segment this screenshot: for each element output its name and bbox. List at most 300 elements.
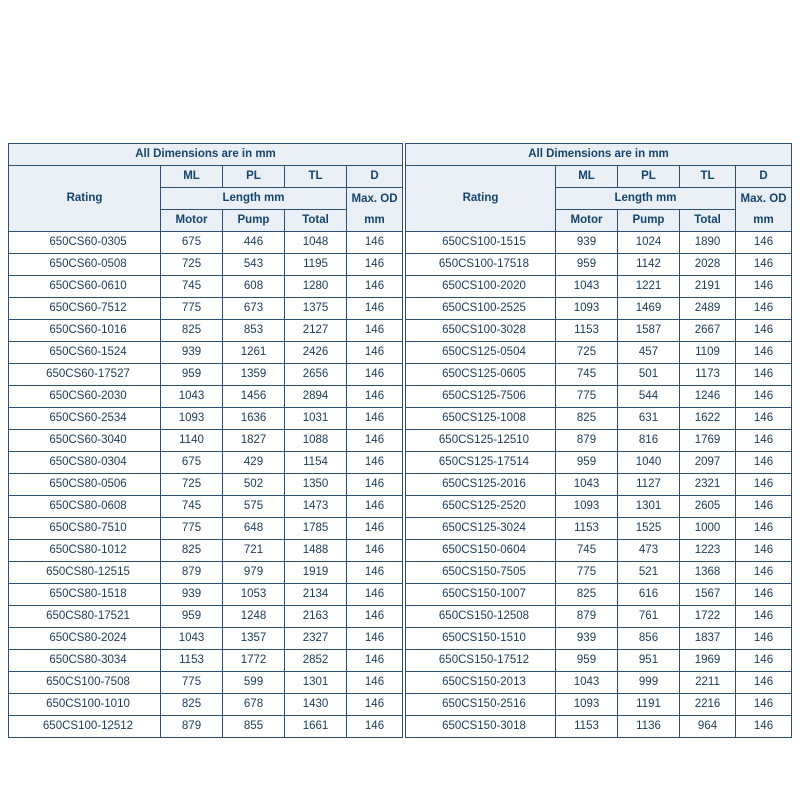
cell-rating: 650CS125-0605 xyxy=(406,364,556,386)
column-header-pl: PL xyxy=(618,166,680,188)
cell-motor: 775 xyxy=(161,672,223,694)
cell-pump: 501 xyxy=(618,364,680,386)
table-row xyxy=(406,364,792,386)
cell-pump: 816 xyxy=(618,430,680,452)
cell-maxod: 146 xyxy=(347,694,403,716)
cell-motor: 939 xyxy=(161,584,223,606)
cell-total: 1246 xyxy=(680,386,736,408)
maxod-line2: mm xyxy=(753,213,774,226)
cell-maxod: 146 xyxy=(736,540,792,562)
table-row xyxy=(406,628,792,650)
cell-pump: 1053 xyxy=(223,584,285,606)
table-row xyxy=(9,562,403,584)
cell-motor: 825 xyxy=(556,584,618,606)
cell-maxod: 146 xyxy=(347,628,403,650)
cell-rating: 650CS150-2013 xyxy=(406,672,556,694)
table-row xyxy=(9,276,403,298)
cell-rating: 650CS100-2020 xyxy=(406,276,556,298)
cell-pump: 544 xyxy=(618,386,680,408)
cell-pump: 616 xyxy=(618,584,680,606)
cell-rating: 650CS60-7512 xyxy=(9,298,161,320)
cell-motor: 959 xyxy=(556,452,618,474)
cell-total: 1195 xyxy=(285,254,347,276)
cell-motor: 1153 xyxy=(161,650,223,672)
cell-maxod: 146 xyxy=(736,584,792,606)
table-row xyxy=(406,474,792,496)
cell-motor: 879 xyxy=(161,562,223,584)
cell-pump: 761 xyxy=(618,606,680,628)
cell-maxod: 146 xyxy=(347,474,403,496)
table-row xyxy=(9,408,403,430)
cell-motor: 1093 xyxy=(556,496,618,518)
cell-pump: 1469 xyxy=(618,298,680,320)
cell-rating: 650CS80-0506 xyxy=(9,474,161,496)
cell-total: 1473 xyxy=(285,496,347,518)
table-row xyxy=(406,672,792,694)
cell-pump: 1221 xyxy=(618,276,680,298)
cell-motor: 745 xyxy=(161,496,223,518)
cell-total: 964 xyxy=(680,716,736,738)
cell-motor: 1043 xyxy=(556,672,618,694)
cell-rating: 650CS100-17518 xyxy=(406,254,556,276)
cell-rating: 650CS125-2016 xyxy=(406,474,556,496)
cell-rating: 650CS80-17521 xyxy=(9,606,161,628)
cell-rating: 650CS100-3028 xyxy=(406,320,556,342)
cell-motor: 1153 xyxy=(556,518,618,540)
cell-total: 1368 xyxy=(680,562,736,584)
cell-rating: 650CS80-0608 xyxy=(9,496,161,518)
cell-rating: 650CS60-1016 xyxy=(9,320,161,342)
cell-rating: 650CS125-17514 xyxy=(406,452,556,474)
cell-maxod: 146 xyxy=(736,496,792,518)
cell-motor: 825 xyxy=(161,320,223,342)
cell-pump: 979 xyxy=(223,562,285,584)
column-header-motor: Motor xyxy=(161,210,223,232)
cell-rating: 650CS60-2030 xyxy=(9,386,161,408)
column-header-maxod xyxy=(736,188,792,232)
cell-rating: 650CS125-12510 xyxy=(406,430,556,452)
cell-motor: 675 xyxy=(161,232,223,254)
cell-maxod: 146 xyxy=(736,276,792,298)
dimensions-table-right xyxy=(405,143,792,738)
cell-rating: 650CS60-2534 xyxy=(9,408,161,430)
column-header-d: D xyxy=(347,166,403,188)
cell-rating: 650CS150-2516 xyxy=(406,694,556,716)
cell-pump: 608 xyxy=(223,276,285,298)
table-header-title-row xyxy=(9,144,403,166)
cell-pump: 1357 xyxy=(223,628,285,650)
cell-motor: 675 xyxy=(161,452,223,474)
cell-total: 1154 xyxy=(285,452,347,474)
table-row xyxy=(406,298,792,320)
cell-total: 2134 xyxy=(285,584,347,606)
table-row xyxy=(9,694,403,716)
cell-motor: 959 xyxy=(161,606,223,628)
cell-maxod: 146 xyxy=(736,254,792,276)
cell-total: 1722 xyxy=(680,606,736,628)
table-row xyxy=(9,386,403,408)
cell-total: 1301 xyxy=(285,672,347,694)
cell-maxod: 146 xyxy=(736,408,792,430)
cell-rating: 650CS100-7508 xyxy=(9,672,161,694)
cell-total: 1223 xyxy=(680,540,736,562)
cell-maxod: 146 xyxy=(347,452,403,474)
column-header-motor: Motor xyxy=(556,210,618,232)
cell-total: 1031 xyxy=(285,408,347,430)
cell-maxod: 146 xyxy=(347,408,403,430)
table-title-right: All Dimensions are in mm xyxy=(406,144,792,166)
cell-motor: 775 xyxy=(556,386,618,408)
table-body-left xyxy=(9,232,403,738)
cell-total: 2894 xyxy=(285,386,347,408)
cell-total: 2656 xyxy=(285,364,347,386)
column-header-rating: Rating xyxy=(406,166,556,232)
table-header-title-row xyxy=(406,144,792,166)
cell-rating: 650CS150-1007 xyxy=(406,584,556,606)
cell-motor: 745 xyxy=(161,276,223,298)
cell-total: 1890 xyxy=(680,232,736,254)
cell-rating: 650CS100-1515 xyxy=(406,232,556,254)
cell-maxod: 146 xyxy=(347,342,403,364)
cell-total: 1375 xyxy=(285,298,347,320)
cell-motor: 1043 xyxy=(161,386,223,408)
cell-maxod: 146 xyxy=(736,716,792,738)
cell-total: 1837 xyxy=(680,628,736,650)
cell-rating: 650CS80-3034 xyxy=(9,650,161,672)
column-header-ml: ML xyxy=(556,166,618,188)
cell-pump: 1040 xyxy=(618,452,680,474)
cell-total: 1969 xyxy=(680,650,736,672)
cell-maxod: 146 xyxy=(736,452,792,474)
cell-total: 1088 xyxy=(285,430,347,452)
table-row xyxy=(406,584,792,606)
cell-rating: 650CS60-0305 xyxy=(9,232,161,254)
cell-rating: 650CS125-1008 xyxy=(406,408,556,430)
cell-total: 2852 xyxy=(285,650,347,672)
cell-maxod: 146 xyxy=(736,386,792,408)
cell-rating: 650CS60-0610 xyxy=(9,276,161,298)
table-row xyxy=(406,452,792,474)
table-row xyxy=(406,276,792,298)
cell-motor: 959 xyxy=(161,364,223,386)
cell-rating: 650CS150-1510 xyxy=(406,628,556,650)
cell-pump: 429 xyxy=(223,452,285,474)
cell-maxod: 146 xyxy=(347,430,403,452)
cell-maxod: 146 xyxy=(347,518,403,540)
cell-pump: 631 xyxy=(618,408,680,430)
cell-rating: 650CS80-12515 xyxy=(9,562,161,584)
cell-total: 2127 xyxy=(285,320,347,342)
cell-pump: 1525 xyxy=(618,518,680,540)
column-header-pump: Pump xyxy=(223,210,285,232)
cell-maxod: 146 xyxy=(347,386,403,408)
cell-total: 1350 xyxy=(285,474,347,496)
column-header-rating: Rating xyxy=(9,166,161,232)
cell-rating: 650CS150-7505 xyxy=(406,562,556,584)
cell-rating: 650CS150-12508 xyxy=(406,606,556,628)
cell-total: 1109 xyxy=(680,342,736,364)
cell-motor: 959 xyxy=(556,650,618,672)
table-row xyxy=(9,540,403,562)
table-row xyxy=(9,606,403,628)
cell-pump: 1772 xyxy=(223,650,285,672)
dimension-tables-container xyxy=(8,143,792,738)
table-header-row-1 xyxy=(9,166,403,188)
cell-motor: 725 xyxy=(161,474,223,496)
cell-total: 2327 xyxy=(285,628,347,650)
cell-total: 1919 xyxy=(285,562,347,584)
cell-pump: 855 xyxy=(223,716,285,738)
cell-motor: 1093 xyxy=(556,298,618,320)
cell-pump: 599 xyxy=(223,672,285,694)
cell-maxod: 146 xyxy=(736,232,792,254)
cell-motor: 1153 xyxy=(556,320,618,342)
cell-total: 2605 xyxy=(680,496,736,518)
cell-maxod: 146 xyxy=(736,430,792,452)
table-header-row-1 xyxy=(406,166,792,188)
cell-pump: 1359 xyxy=(223,364,285,386)
column-header-pl: PL xyxy=(223,166,285,188)
cell-maxod: 146 xyxy=(736,672,792,694)
cell-pump: 1261 xyxy=(223,342,285,364)
cell-total: 1785 xyxy=(285,518,347,540)
cell-rating: 650CS125-0504 xyxy=(406,342,556,364)
cell-total: 2426 xyxy=(285,342,347,364)
cell-motor: 959 xyxy=(556,254,618,276)
column-header-ml: ML xyxy=(161,166,223,188)
cell-motor: 939 xyxy=(161,342,223,364)
cell-total: 2489 xyxy=(680,298,736,320)
table-row xyxy=(406,496,792,518)
cell-maxod: 146 xyxy=(347,320,403,342)
cell-motor: 775 xyxy=(161,298,223,320)
cell-maxod: 146 xyxy=(736,364,792,386)
table-row xyxy=(9,452,403,474)
cell-maxod: 146 xyxy=(347,364,403,386)
cell-rating: 650CS80-1012 xyxy=(9,540,161,562)
cell-total: 2216 xyxy=(680,694,736,716)
table-row xyxy=(9,628,403,650)
table-row xyxy=(406,342,792,364)
cell-motor: 879 xyxy=(556,430,618,452)
maxod-line1: Max. OD xyxy=(351,192,398,205)
table-row xyxy=(406,430,792,452)
cell-pump: 457 xyxy=(618,342,680,364)
cell-motor: 1093 xyxy=(556,694,618,716)
cell-rating: 650CS80-1518 xyxy=(9,584,161,606)
cell-pump: 1456 xyxy=(223,386,285,408)
cell-motor: 1043 xyxy=(556,474,618,496)
cell-maxod: 146 xyxy=(736,650,792,672)
maxod-line2: mm xyxy=(364,213,385,226)
cell-rating: 650CS80-2024 xyxy=(9,628,161,650)
table-title-left: All Dimensions are in mm xyxy=(9,144,403,166)
cell-maxod: 146 xyxy=(347,606,403,628)
cell-total: 2097 xyxy=(680,452,736,474)
cell-rating: 650CS100-12512 xyxy=(9,716,161,738)
cell-rating: 650CS60-17527 xyxy=(9,364,161,386)
cell-maxod: 146 xyxy=(736,474,792,496)
cell-motor: 725 xyxy=(161,254,223,276)
cell-maxod: 146 xyxy=(736,628,792,650)
cell-total: 2667 xyxy=(680,320,736,342)
cell-total: 2163 xyxy=(285,606,347,628)
cell-motor: 879 xyxy=(161,716,223,738)
cell-total: 1173 xyxy=(680,364,736,386)
table-row xyxy=(9,518,403,540)
cell-maxod: 146 xyxy=(736,518,792,540)
cell-total: 1048 xyxy=(285,232,347,254)
cell-pump: 521 xyxy=(618,562,680,584)
cell-rating: 650CS80-0304 xyxy=(9,452,161,474)
cell-maxod: 146 xyxy=(347,584,403,606)
cell-motor: 1093 xyxy=(161,408,223,430)
cell-maxod: 146 xyxy=(347,276,403,298)
table-row xyxy=(406,716,792,738)
cell-rating: 650CS100-1010 xyxy=(9,694,161,716)
cell-pump: 678 xyxy=(223,694,285,716)
cell-maxod: 146 xyxy=(736,694,792,716)
cell-pump: 1301 xyxy=(618,496,680,518)
cell-maxod: 146 xyxy=(347,716,403,738)
cell-motor: 1043 xyxy=(556,276,618,298)
table-row xyxy=(406,694,792,716)
cell-maxod: 146 xyxy=(347,562,403,584)
cell-rating: 650CS125-2520 xyxy=(406,496,556,518)
cell-motor: 1140 xyxy=(161,430,223,452)
table-row xyxy=(406,518,792,540)
table-row xyxy=(9,496,403,518)
column-header-length-group: Length mm xyxy=(556,188,736,210)
cell-total: 1622 xyxy=(680,408,736,430)
cell-rating: 650CS60-0508 xyxy=(9,254,161,276)
cell-pump: 473 xyxy=(618,540,680,562)
cell-motor: 825 xyxy=(556,408,618,430)
cell-rating: 650CS80-7510 xyxy=(9,518,161,540)
cell-motor: 775 xyxy=(161,518,223,540)
cell-total: 2028 xyxy=(680,254,736,276)
table-row xyxy=(406,606,792,628)
cell-pump: 721 xyxy=(223,540,285,562)
cell-rating: 650CS150-17512 xyxy=(406,650,556,672)
cell-rating: 650CS60-1524 xyxy=(9,342,161,364)
cell-total: 1430 xyxy=(285,694,347,716)
cell-pump: 1142 xyxy=(618,254,680,276)
cell-motor: 879 xyxy=(556,606,618,628)
table-row xyxy=(9,474,403,496)
cell-pump: 1127 xyxy=(618,474,680,496)
cell-pump: 502 xyxy=(223,474,285,496)
table-row xyxy=(9,320,403,342)
table-row xyxy=(9,364,403,386)
maxod-line1: Max. OD xyxy=(740,192,787,205)
table-row xyxy=(9,584,403,606)
table-row xyxy=(9,672,403,694)
cell-rating: 650CS125-7506 xyxy=(406,386,556,408)
cell-maxod: 146 xyxy=(347,650,403,672)
cell-pump: 951 xyxy=(618,650,680,672)
cell-total: 2191 xyxy=(680,276,736,298)
cell-motor: 745 xyxy=(556,540,618,562)
cell-maxod: 146 xyxy=(347,540,403,562)
cell-motor: 939 xyxy=(556,232,618,254)
table-row xyxy=(406,254,792,276)
column-header-tl: TL xyxy=(680,166,736,188)
cell-pump: 648 xyxy=(223,518,285,540)
cell-maxod: 146 xyxy=(347,496,403,518)
table-row xyxy=(406,386,792,408)
table-row xyxy=(9,342,403,364)
table-row xyxy=(406,540,792,562)
cell-pump: 1191 xyxy=(618,694,680,716)
table-row xyxy=(9,254,403,276)
table-row xyxy=(9,232,403,254)
cell-maxod: 146 xyxy=(347,298,403,320)
cell-maxod: 146 xyxy=(736,320,792,342)
cell-motor: 825 xyxy=(161,694,223,716)
column-header-maxod xyxy=(347,188,403,232)
cell-pump: 1827 xyxy=(223,430,285,452)
cell-total: 1661 xyxy=(285,716,347,738)
column-header-total: Total xyxy=(680,210,736,232)
table-row xyxy=(406,320,792,342)
cell-pump: 856 xyxy=(618,628,680,650)
table-head-right xyxy=(406,144,792,232)
cell-maxod: 146 xyxy=(347,672,403,694)
cell-motor: 745 xyxy=(556,364,618,386)
cell-pump: 1136 xyxy=(618,716,680,738)
cell-total: 1280 xyxy=(285,276,347,298)
table-row xyxy=(9,716,403,738)
cell-pump: 1587 xyxy=(618,320,680,342)
column-header-total: Total xyxy=(285,210,347,232)
cell-total: 2321 xyxy=(680,474,736,496)
cell-pump: 999 xyxy=(618,672,680,694)
cell-pump: 575 xyxy=(223,496,285,518)
cell-maxod: 146 xyxy=(347,254,403,276)
cell-maxod: 146 xyxy=(736,342,792,364)
table-head-left xyxy=(9,144,403,232)
cell-pump: 1248 xyxy=(223,606,285,628)
cell-maxod: 146 xyxy=(736,298,792,320)
column-header-d: D xyxy=(736,166,792,188)
column-header-tl: TL xyxy=(285,166,347,188)
cell-rating: 650CS100-2525 xyxy=(406,298,556,320)
table-row xyxy=(406,408,792,430)
table-body-right xyxy=(406,232,792,738)
table-row xyxy=(9,430,403,452)
cell-rating: 650CS60-3040 xyxy=(9,430,161,452)
dimensions-table-left xyxy=(8,143,403,738)
cell-maxod: 146 xyxy=(736,562,792,584)
cell-pump: 543 xyxy=(223,254,285,276)
cell-motor: 775 xyxy=(556,562,618,584)
table-row xyxy=(406,650,792,672)
cell-motor: 1153 xyxy=(556,716,618,738)
table-row xyxy=(9,298,403,320)
cell-pump: 673 xyxy=(223,298,285,320)
cell-pump: 853 xyxy=(223,320,285,342)
table-row xyxy=(406,232,792,254)
cell-motor: 825 xyxy=(161,540,223,562)
cell-motor: 939 xyxy=(556,628,618,650)
cell-rating: 650CS125-3024 xyxy=(406,518,556,540)
cell-rating: 650CS150-0604 xyxy=(406,540,556,562)
table-row xyxy=(9,650,403,672)
table-row xyxy=(406,562,792,584)
cell-total: 2211 xyxy=(680,672,736,694)
cell-total: 1769 xyxy=(680,430,736,452)
